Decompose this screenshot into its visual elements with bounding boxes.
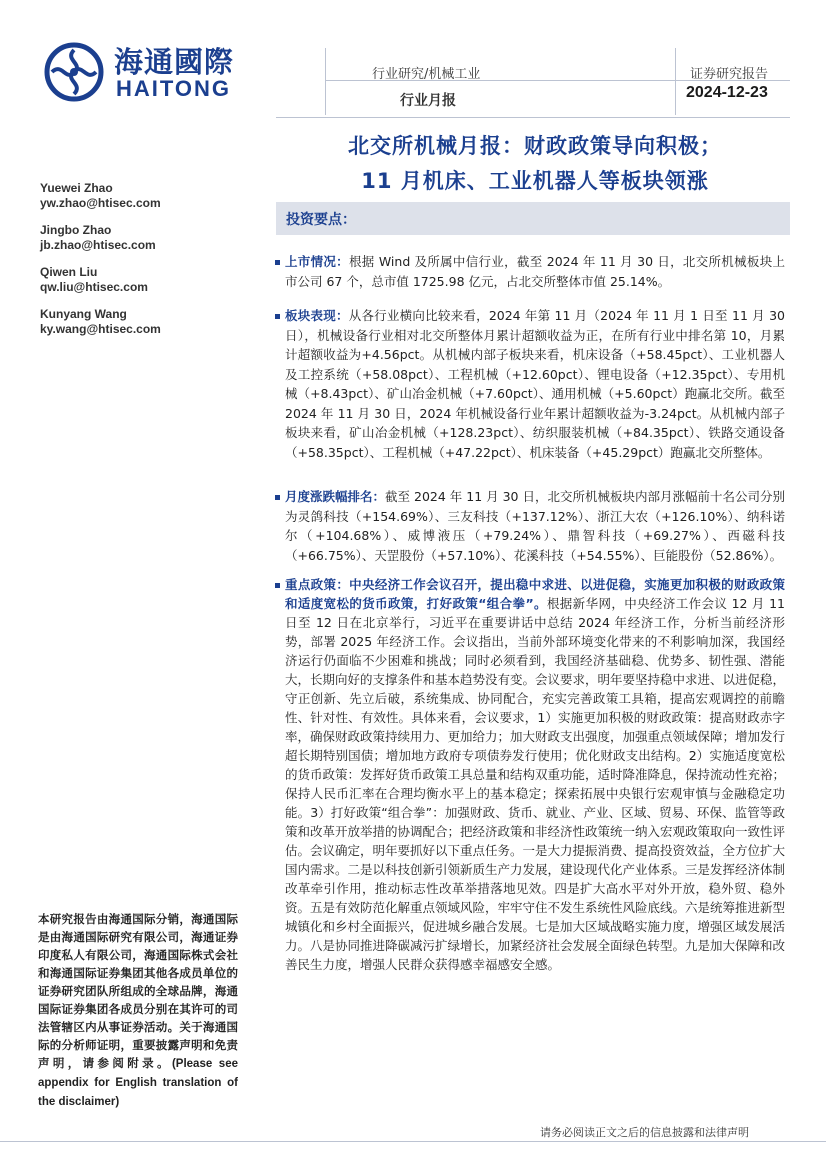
analyst-name: Kunyang Wang: [40, 307, 127, 321]
analyst-entry: [40, 222, 260, 253]
footer-divider: [0, 1141, 826, 1142]
section-label: 板块表现：: [285, 308, 349, 323]
page-title-line2: 11 月机床、工业机器人等板块领涨: [361, 169, 709, 193]
section-listing: [285, 252, 785, 291]
section-text: 截至 2024 年 11 月 30 日，北交所机械板块内部月涨幅前十名公司分别为灵鸽科技（+154.69%）、三友科技（+137.12%）、浙江大农（+126.10%）、纳科诺尔（+104.68%）、威博液压（+79.24%）、鼎智科技（+69.27%）、西磁科技（+66.75%）、天罡股份（+57.10%）、花溪科技（+54.55%）、巨能股份（52.86%）。: [285, 489, 785, 563]
analyst-name: Yuewei Zhao: [40, 181, 113, 195]
section-label: 重点政策：: [285, 577, 350, 592]
bullet-icon: [275, 583, 280, 588]
report-label: 证券研究报告: [690, 67, 769, 82]
key-points-label: 投资要点：: [286, 212, 356, 228]
section-policy: [285, 575, 785, 974]
analyst-entry: [40, 180, 260, 211]
report-type: 行业月报: [400, 93, 456, 109]
logo-english-name: HAITONG: [116, 76, 232, 101]
bullet-icon: [275, 314, 280, 319]
header-divider-bottom: [276, 117, 790, 118]
haitong-emblem-icon: [44, 42, 104, 102]
analyst-name: Qiwen Liu: [40, 265, 98, 279]
analyst-entry: [40, 264, 260, 295]
section-label: 上市情况：: [285, 254, 349, 269]
bullet-icon: [275, 260, 280, 265]
header-divider-left: [325, 48, 326, 115]
section-performance: [285, 306, 785, 462]
analyst-email[interactable]: yw.zhao@htisec.com: [40, 196, 161, 210]
section-text: 根据新华网，中央经济工作会议 12 月 11 日至 12 日在北京举行，习近平在重要讲话中总结 2024 年经济工作，分析当前经济形势，部署 2025 年经济工作。会议指出，当前外部环境变化带来的不利影响加深，我国经济运行仍面临不少困难和挑战；同时必须看到，我国经济基础稳、优势多、韧性强、潜能大，长期向好的支撑条件和基本趋势没有变。会议要求，明年要坚持稳中求进、以进促稳，守正创新、先立后破，系统集成、协同配合，充实完善政策工具箱，提高宏观调控的前瞻性、针对性、有效性。具体来看，会议要求，1）实施更加积极的财政政策：提高财政赤字率，确保财政政策持续用力、更加给力；加大财政支出强度，加强重点领域保障；增加发行超长期特别国债；增加地方政府专项债券发行使用；优化财政支出结构。2）实施适度宽松的货币政策：发挥好货币政策工具总量和结构双重功能，适时降准降息，保持流动性充裕；保持人民币汇率在合理均衡水平上的基本稳定；探索拓展中央银行宏观审慎与金融稳定功能。3）打好政策“组合拳”：加强财政、货币、就业、产业、区域、贸易、环保、监管等政策和改革开放举措的协调配合；把经济政策和非经济性政策统一纳入宏观政策取向一致性评估。会议确定，明年要抓好以下重点任务。一是大力提振消费、提高投资效益，全方位扩大国内需求。二是以科技创新引领新质生产力发展，建设现代化产业体系。三是发挥经济体制改革牵引作用，推动标志性改革举措落地见效。四是扩大高水平对外开放，稳外贸、稳外资。五是有效防范化解重点领域风险，牢牢守住不发生系统性风险底线。六是统筹推进新型城镇化和乡村全面振兴，促进城乡融合发展。七是加大区域战略实施力度，增强区域发展活力。八是协同推进降碳减污扩绿增长，加紧经济社会发展全面绿色转型。九是加大保障和改善民生力度，增强人民群众获得感幸福感安全感。: [285, 596, 786, 972]
analyst-name: Jingbo Zhao: [40, 223, 112, 237]
analyst-email[interactable]: ky.wang@htisec.com: [40, 322, 161, 336]
report-category: 行业研究/机械工业: [372, 67, 481, 82]
analyst-email[interactable]: jb.zhao@htisec.com: [40, 238, 156, 252]
analyst-email[interactable]: qw.liu@htisec.com: [40, 280, 148, 294]
disclaimer-block: [38, 910, 238, 1111]
page-title-line1: 北交所机械月报：财政政策导向积极；: [348, 134, 722, 158]
section-emphasis: 中央经济工作会议召开，提出稳中求进、以进促稳，实施更加积极的财政政策和适度宽松的货币政策，打好政策“组合拳”。: [285, 577, 785, 611]
footer-notice: 请务必阅读正文之后的信息披露和法律声明: [540, 1126, 749, 1139]
analyst-list: [40, 180, 260, 348]
bullet-icon: [275, 495, 280, 500]
key-points-header: [276, 202, 790, 235]
report-date: 2024-12-23: [686, 84, 768, 101]
section-text: 根据 Wind 及所属中信行业，截至 2024 年 11 月 30 日，北交所机械板块上市公司 67 个，总市值 1725.98 亿元，占北交所整体市值 25.14%。: [285, 254, 785, 289]
section-label: 月度涨跌幅排名：: [285, 489, 386, 504]
section-ranking: [285, 487, 785, 565]
disclaimer-cn: 本研究报告由海通国际分销，海通国际是由海通国际研究有限公司，海通证券印度私人有限公司，海通国际株式会社和海通国际证券集团其他各成员单位的证券研究团队所组成的全球品牌，海通国际证券集团各成员分别在其许可的司法管辖区内从事证券活动。关于海通国际的分析师证明，重要披露声明和免责声明，请参阅附录。: [38, 912, 238, 1070]
haitong-logo: [44, 40, 249, 102]
header-divider-right: [675, 48, 676, 115]
disclaimer-en: (Please see appendix for English translation of the disclaimer): [38, 1058, 238, 1108]
section-text: 从各行业横向比较来看，2024 年第 11 月（2024 年 11 月 1 日至 11 月 30 日），机械设备行业相对北交所整体月累计超额收益为正，在所有行业中排名第 10，月累计超额收益为+4.56pct。从机械内部子板块来看，机床设备（+58.45pct）、工业机器人及工控系统（+58.08pct）、工程机械（+12.60pct）、锂电设备（+12.35pct）、专用机械（+8.43pct）、矿山冶金机械（+7.60pct）、通用机械（+5.60pct）跑赢北交所。截至 2024 年 11 月 30 日，2024 年机械设备行业年累计超额收益为-3.24pct。从机械内部子板块来看，矿山冶金机械（+128.23pct）、纺织服装机械（+84.35pct）、铁路交通设备（+58.35pct）、工程机械（+47.22pct）、机床装备（+45.29pct）跑赢北交所整体。: [285, 308, 785, 460]
logo-chinese-name: 海通國際: [114, 45, 235, 79]
analyst-entry: [40, 306, 260, 337]
